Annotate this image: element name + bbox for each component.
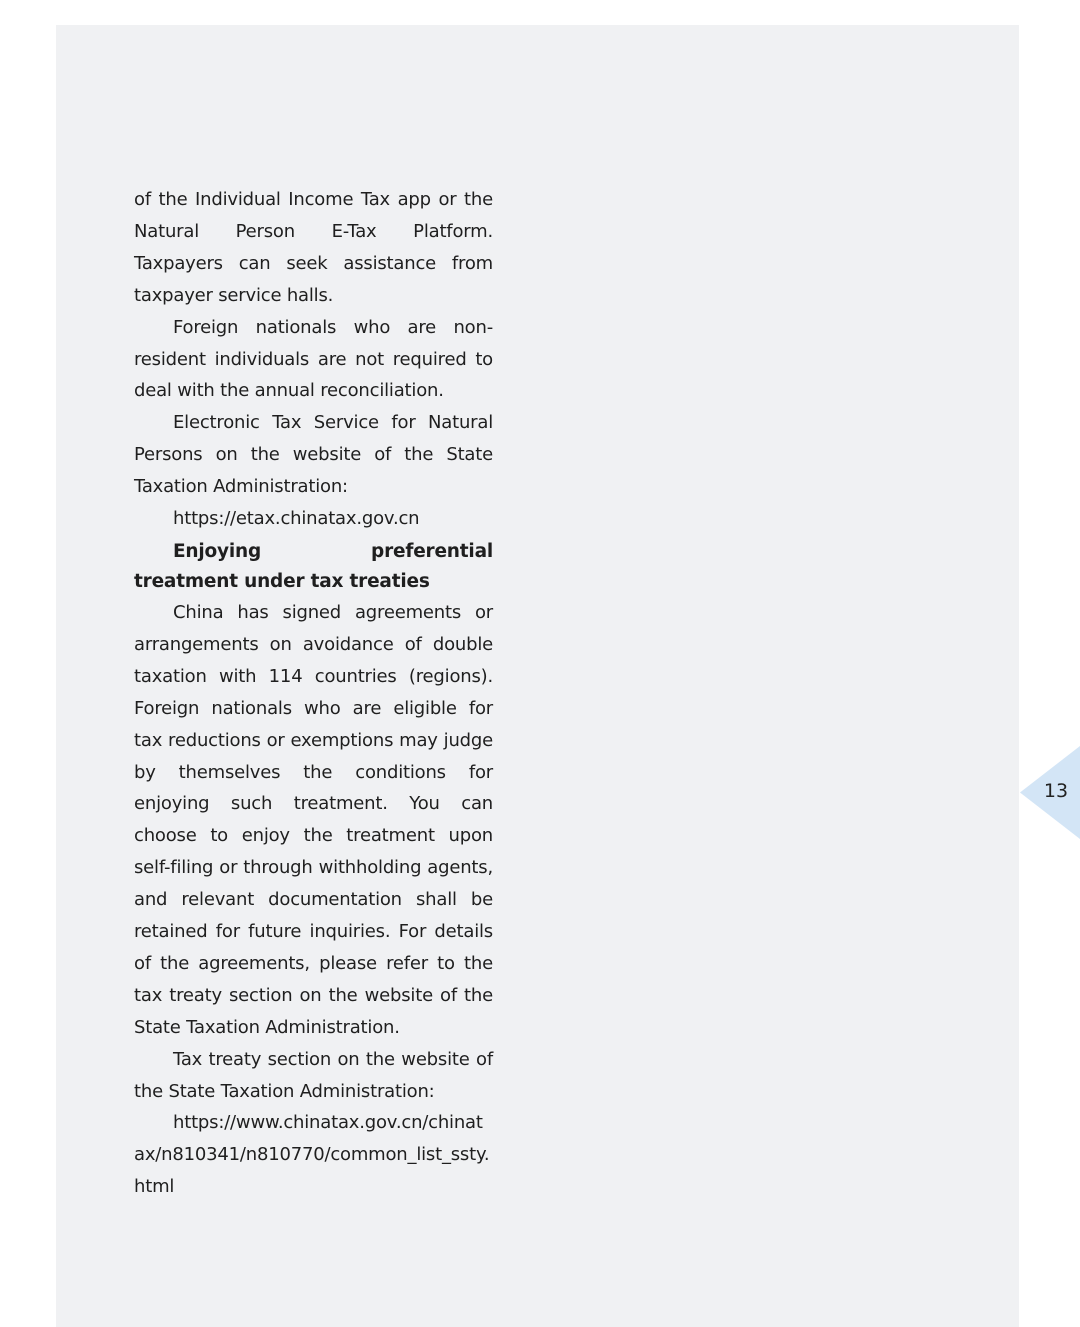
paragraph-treaty-section: Tax treaty section on the website of the State Taxation Administration: — [134, 1048, 493, 1102]
text-column — [134, 184, 493, 1203]
paragraph-tax-treaties: China has signed agreements or arrangements on avoidance of double taxation with 114 countries (regions). Foreign nationals who are eligible for tax reductions or exemptions may judge by themselves the conditions for enjoying such treatment. You can choose to enjoy the treatment upon self-filing or through withholding agents, and relevant documentation shall be retained for future inquiries. For details of the agreements, please refer to the tax treaty section on the website of the State Taxation Administration. — [134, 601, 493, 1038]
page-number: 13 — [1043, 780, 1069, 802]
etax-url: https://etax.chinatax.gov.cn — [173, 508, 420, 530]
paragraph-app-reference: of the Individual Income Tax app or the Natural Person E-Tax Platform. Taxpayers can seek assistance from taxpayer service halls. — [134, 189, 493, 306]
section-heading: Enjoying preferential treatment under tax treaties — [134, 540, 493, 592]
paragraph-non-resident: Foreign nationals who are non-resident individuals are not required to deal with the annual reconciliation. — [134, 316, 493, 402]
paragraph-etax-service: Electronic Tax Service for Natural Persons on the website of the State Taxation Administration: — [134, 412, 493, 498]
treaty-url: https://www.chinatax.gov.cn/chinatax/n810341/n810770/common_list_ssty.html — [134, 1112, 490, 1198]
